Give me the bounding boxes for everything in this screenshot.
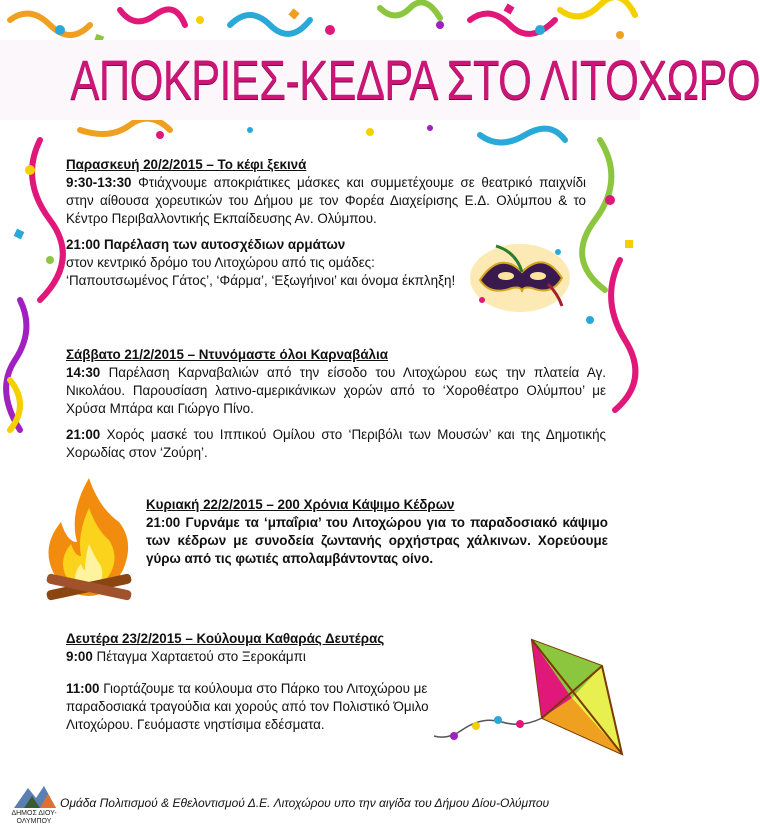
saturday-event-2-text: Χορός μασκέ του Ιππικού Ομίλου στο ‘Περιβόλι των Μουσών’ και της Δημοτικής Χορωδίας στον ‘Ζούρη’. (66, 427, 606, 460)
sunday-event-1 (146, 514, 608, 568)
monday-event-2 (66, 680, 446, 734)
municipality-logo (10, 780, 60, 812)
footer-text: Ομάδα Πολιτισμού & Εθελοντισμού Δ.Ε. Λιτοχώρου υπο την αιγίδα του Δήμου Δίου-Ολύμπου (60, 796, 550, 810)
monday-event-2-time: 11:00 (66, 681, 100, 696)
monday-event-2-text: Γιορτάζουμε τα κούλουμα στο Πάρκο του Λιτοχώρου με παραδοσιακά τραγούδια και χορούς από τον Πολιστικό Όμιλο Λιτοχώρου. Γευόμαστε νηστίσιμα εδέσματα. (66, 681, 429, 732)
monday-event-1-time: 9:00 (66, 649, 93, 664)
saturday-event-2-time: 21:00 (66, 427, 101, 442)
sunday-event-1-text: Γυρνάμε τα ‘μπαΐρια’ του Λιτοχώρου για το παραδοσιακό κάψιμο των κέδρων με συνοδεία ζωντανής ορχήστρας χάλκινων. Χορεύουμε γύρω από τις φωτιές απολαμβάντοντας οίνο. (146, 515, 608, 566)
friday-event-2-text: στον κεντρικό δρόμο του Λιτοχώρου από τις ομάδες: ‘Παπουτσωμένος Γάτος’, ‘Φάρμα’, ‘Εξωγήινοι’ και όνομα έκπληξη! (66, 255, 456, 288)
friday-event-2-title-text: Παρέλαση των αυτοσχέδιων αρμάτων (100, 237, 346, 252)
saturday-event-1-time: 14:30 (66, 365, 101, 380)
friday-event-2-time: 21:00 (66, 237, 101, 252)
page-title: ΑΠΟΚΡΙΕΣ-ΚΕΔΡΑ ΣΤΟ ΛΙΤΟΧΩΡΟ (70, 48, 760, 111)
friday-event-1-text: Φτιάχνουμε αποκριάτικες μάσκες και συμμετέχουμε σε θεατρικό παιχνίδι στην αίθουσα χορευτικών του Δήμου με τον Φορέα Διαχείρισης Ε.Δ. Ολύμπου & το Κέντρο Περιβαλλοντικής Εκπαίδευσης Αν. Ολύμπου. (66, 175, 586, 226)
saturday-event-2 (66, 426, 606, 462)
saturday-heading: Σάββατο 21/2/2015 – Ντυνόμαστε όλοι Καρναβάλια (66, 347, 388, 362)
sunday-heading: Κυριακή 22/2/2015 – 200 Χρόνια Κάψιμο Κέδρων (146, 497, 455, 512)
municipality-logo-text: ΔΗΜΟΣ ΔΙΟΥ-ΟΛΥΜΠΟΥ (11, 810, 57, 825)
friday-event-1 (66, 174, 586, 228)
monday-event-1-text: Πέταγμα Χαρταετού στο Ξεροκάμπι (92, 649, 306, 664)
friday-heading: Παρασκευή 20/2/2015 – Το κέφι ξεκινά (66, 157, 307, 172)
saturday-event-1 (66, 364, 606, 418)
monday-heading: Δευτέρα 23/2/2015 – Κούλουμα Καθαράς Δευτέρας (66, 631, 385, 646)
saturday-event-1-text: Παρέλαση Καρναβαλιών από την είσοδο του Λιτοχώρου εως την πλατεία Αγ. Νικολάου. Παρουσίαση λατινο-αμερικάνικων χορών από το ‘Χοροθέατρο Ολύμπου’ με Χρύσα Μπάρα και Γιώργο Πίνο. (66, 365, 606, 416)
carnival-mask-image (462, 234, 574, 316)
friday-event-1-time: 9:30-13:30 (66, 175, 132, 190)
sunday-event-1-time: 21:00 (146, 515, 181, 530)
kite-image (432, 636, 632, 776)
saturday-section (66, 346, 606, 462)
sunday-section (146, 496, 608, 568)
bonfire-image (40, 474, 138, 606)
